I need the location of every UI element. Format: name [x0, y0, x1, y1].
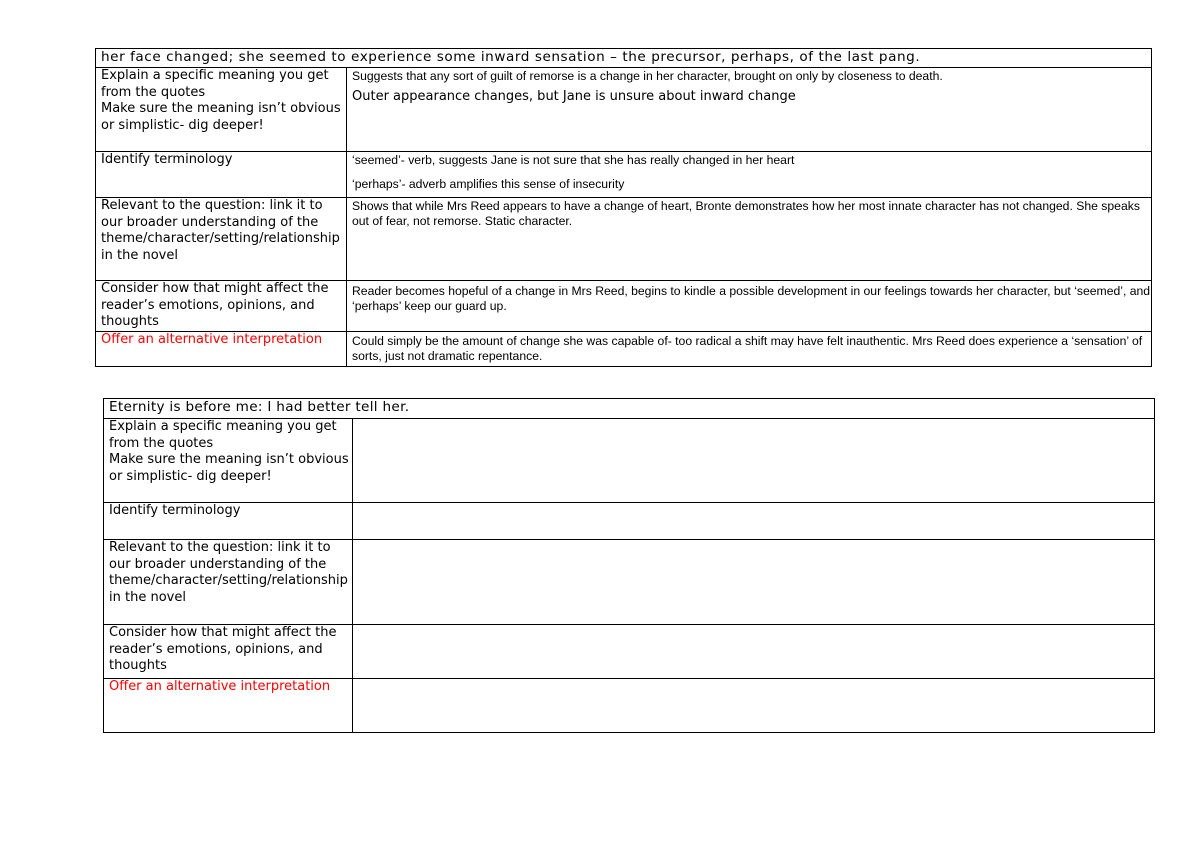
- response-cell-meaning[interactable]: [353, 419, 1155, 503]
- row-label-terminology: Identify terminology: [96, 152, 347, 198]
- response-text: Outer appearance changes, but Jane is unsure about inward change: [352, 89, 796, 104]
- response-text: ‘seemed’- verb, suggests Jane is not sure that she has really changed in her heart: [352, 153, 795, 167]
- response-text: Reader becomes hopeful of a change in Mrs Reed, begins to kindle a possible development in our feelings towards her character, but ‘seemed’, and ‘perhaps’ keep our guard up.: [352, 284, 1151, 313]
- row-label-terminology: Identify terminology: [104, 503, 353, 540]
- row-label-text: Explain a specific meaning you get from the quotes Make sure the meaning isn’t obvious or simplistic- dig deeper!: [109, 419, 349, 484]
- row-label-reader-effect: Consider how that might affect the reader’s emotions, opinions, and thoughts: [96, 281, 347, 332]
- response-cell-relevance[interactable]: [347, 198, 1152, 281]
- response-cell-alternative[interactable]: [347, 331, 1152, 366]
- row-label-alternative: Offer an alternative interpretation: [96, 331, 347, 366]
- response-cell-relevance[interactable]: [353, 540, 1155, 625]
- response-cell-reader-effect[interactable]: [353, 625, 1155, 679]
- analysis-table-2: [103, 398, 1155, 733]
- row-label-reader-effect: Consider how that might affect the reader’s emotions, opinions, and thoughts: [104, 625, 353, 679]
- response-cell-meaning[interactable]: [347, 68, 1152, 152]
- response-text: Could simply be the amount of change she was capable of- too radical a shift may have felt inauthentic. Mrs Reed does experience a ‘sensation’ of sorts, just not dramatic repentance.: [352, 333, 1143, 363]
- response-text: Shows that while Mrs Reed appears to have a change of heart, Bronte demonstrates how her most innate character has not changed. She speaks out of fear, not remorse. Static character.: [352, 199, 1140, 228]
- response-cell-terminology[interactable]: [347, 152, 1152, 198]
- row-label-meaning: [96, 68, 347, 152]
- row-label-meaning: [104, 419, 353, 503]
- row-label-relevance: Relevant to the question: link it to our broader understanding of the theme/character/setting/relationship in the novel: [96, 198, 347, 281]
- response-text: ‘perhaps’- adverb amplifies this sense of insecurity: [352, 177, 625, 191]
- row-label-text: Explain a specific meaning you get from the quotes Make sure the meaning isn’t obvious or simplistic- dig deeper!: [101, 68, 341, 133]
- row-label-alternative: Offer an alternative interpretation: [104, 679, 353, 733]
- response-cell-alternative[interactable]: [353, 679, 1155, 733]
- row-label-relevance: Relevant to the question: link it to our broader understanding of the theme/character/setting/relationship in the novel: [104, 540, 353, 625]
- quote-cell: her face changed; she seemed to experience some inward sensation – the precursor, perhaps, of the last pang.: [96, 49, 1152, 68]
- response-cell-reader-effect[interactable]: [347, 281, 1152, 332]
- analysis-table-1: [95, 48, 1152, 367]
- quote-cell: Eternity is before me: I had better tell her.: [104, 399, 1155, 419]
- response-text: Suggests that any sort of guilt of remorse is a change in her character, brought on only by closeness to death.: [352, 69, 943, 83]
- response-cell-terminology[interactable]: [353, 503, 1155, 540]
